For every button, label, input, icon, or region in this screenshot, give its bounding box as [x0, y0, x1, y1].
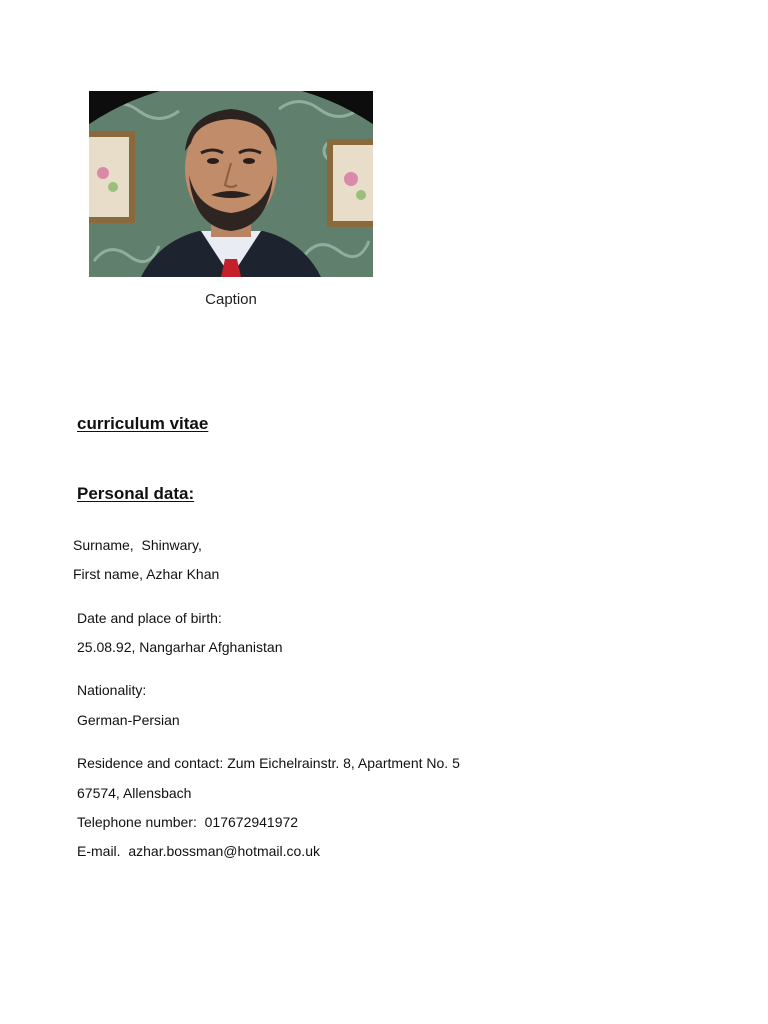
profile-photo — [89, 91, 373, 277]
photo-caption: Caption — [205, 291, 257, 308]
birth-label: Date and place of birth: — [77, 610, 222, 626]
surname-line: Surname, Shinwary, — [73, 537, 202, 553]
first-name-line: First name, Azhar Khan — [73, 566, 220, 582]
telephone-line: Telephone number: 017672941972 — [77, 814, 299, 830]
document-title: curriculum vitae — [77, 414, 209, 433]
postal-line: 67574, Allensbach — [77, 785, 192, 801]
section-heading-personal-data: Personal data: — [77, 484, 195, 503]
nationality-value: German-Persian — [77, 712, 180, 728]
birth-value: 25.08.92, Nangarhar Afghanistan — [77, 639, 283, 655]
residence-line: Residence and contact: Zum Eichelrainstr. 8, Apartment No. 5 — [77, 755, 460, 771]
email-line: E-mail. azhar.bossman@hotmail.co.uk — [77, 843, 320, 859]
nationality-label: Nationality: — [77, 682, 147, 698]
